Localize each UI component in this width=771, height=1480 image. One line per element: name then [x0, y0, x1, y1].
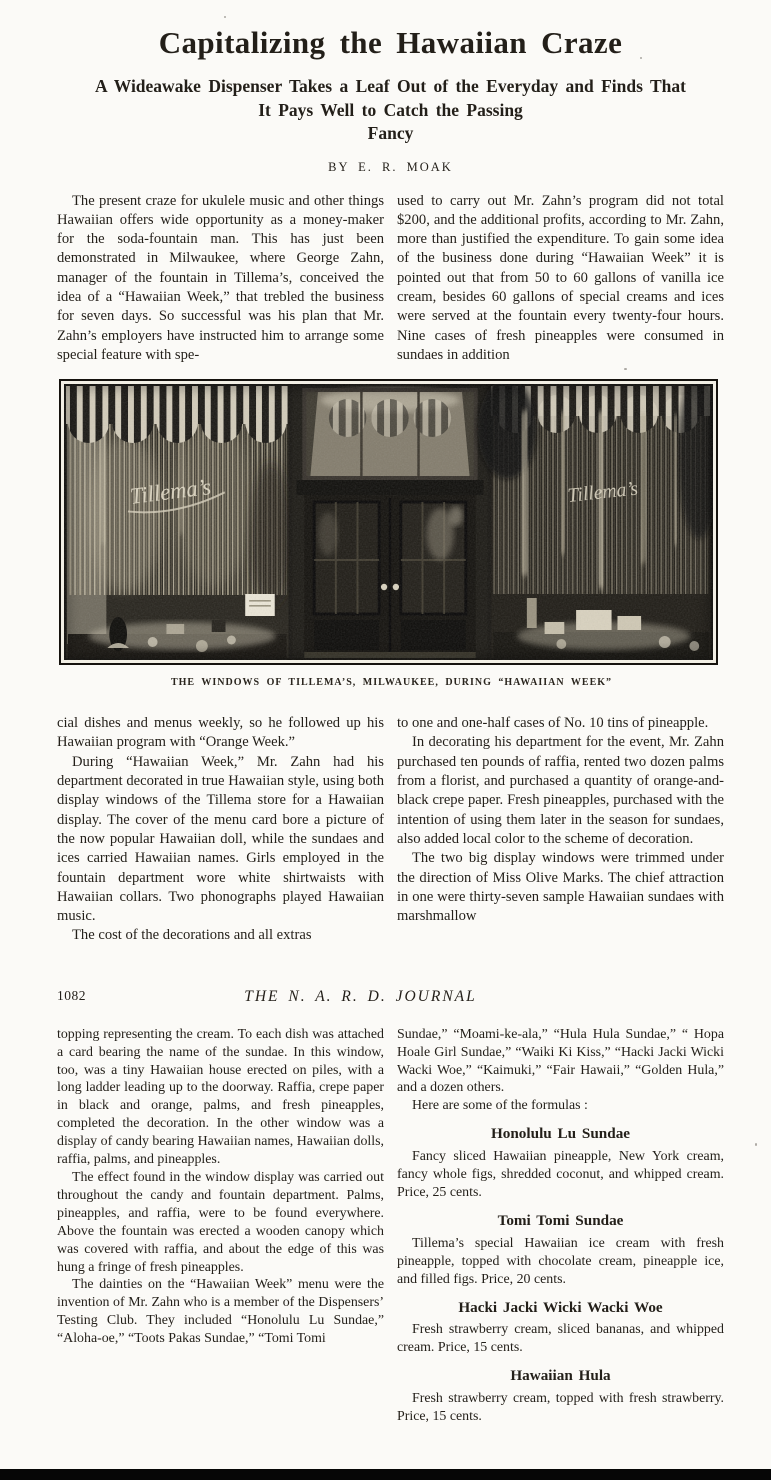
- formula-honolulu-lu-sundae: [397, 1125, 724, 1202]
- formula-hawaiian-hula: [397, 1367, 724, 1426]
- formula-description: Fresh strawberry cream, sliced bananas, and whipped cream. Price, 15 cents.: [397, 1322, 724, 1356]
- paragraph: topping representing the cream. To each dish was attached a card bearing the name of the sundae. In this window, too, was a tiny Hawaiian house erected on piles, with a long ladder leading up to the doorway. Raffia, crepe paper in black and orange, palms, and fresh pineapples, completed the decoration. In the other window was a display of candy bearing Hawaiian names, Hawaiian dolls, raffia, palms, and pineapples.: [57, 1026, 384, 1168]
- subtitle-line-2: It Pays Well to Catch the Passing: [258, 99, 523, 120]
- storefront-figure: [59, 379, 724, 688]
- scan-speck: [224, 16, 226, 18]
- journal-page-number: 1082: [57, 987, 86, 1003]
- subtitle-line-1: A Wideawake Dispenser Takes a Leaf Out of the Everyday and Finds That: [95, 76, 686, 96]
- intro-right-column: [397, 192, 724, 366]
- middle-right-column: [397, 714, 724, 946]
- paragraph: The two big display windows were trimmed under the direction of Miss Olive Marks. The chief attraction in one were thirty-seven sample Hawaiian sundaes with marshmallow: [397, 850, 724, 925]
- paragraph: Sundae,” “Moami-ke-ala,” “Hula Hula Sundae,” “ Hopa Hoale Girl Sundae,” “Waiki Ki Kiss,” “Hacki Jacki Wicki Wacki Woe,” “Kaimuki,” “Fair Hawaii,” “Golden Hula,” and a dozen others.: [397, 1026, 724, 1096]
- article-title: Capitalizing the Hawaiian Craze: [158, 25, 623, 60]
- paragraph: The effect found in the window display was carried out throughout the candy and fountain department. Palms, pineapples, and raffia, were to be found everywhere. Above the fountain was erected a wooden canopy which was covered with raffia, and about the edge of this was hung a fringe of fresh pineapples.: [57, 1169, 384, 1275]
- storefront-photo: [64, 384, 713, 660]
- bottom-left-column: [57, 1026, 384, 1426]
- middle-left-column: [57, 714, 384, 946]
- paragraph: The dainties on the “Hawaiian Week” menu were the invention of Mr. Zahn who is a member of the Dispensers’ Testing Club. They included “Honolulu Lu Sundae,” “Aloha-oe,” “Toots Pakas Sundae,” “Tomi Tomi: [57, 1277, 384, 1347]
- paragraph: In decorating his department for the event, Mr. Zahn purchased ten pounds of raffia, rented two dozen palms from a florist, and purchased a quantity of orange-and-black crepe paper. Fresh pineapples, purchased with the intention of using them later in the season for sundaes, also added local color to the scheme of decoration.: [397, 734, 724, 847]
- article-subtitle: [67, 75, 714, 146]
- intro-columns: [57, 192, 724, 366]
- scan-edge-bar: [0, 1469, 771, 1480]
- journal-running-header: [57, 988, 724, 1008]
- formula-heading: Hawaiian Hula: [510, 1367, 611, 1385]
- byline: BY E. R. MOAK: [328, 159, 453, 174]
- scan-speck: [755, 1143, 757, 1146]
- photo-caption: THE WINDOWS OF TILLEMA’S, MILWAUKEE, DURING “HAWAIIAN WEEK”: [170, 677, 613, 689]
- paragraph: used to carry out Mr. Zahn’s program did not total $200, and the additional profits, according to Mr. Zahn, more than justified the expenditure. To gain some idea of the business done during “Hawaiian Week” it is pointed out that from 50 to 60 gallons of vanilla ice cream, besides 60 gallons of special creams and ices were served at the fountain every twenty-four hours. Nine cases of fresh pineapples were consumed in sundaes in addition: [397, 192, 724, 363]
- formula-hacki-jacki-wicki-wacki-woe: [397, 1299, 724, 1358]
- photo-frame: [59, 379, 718, 665]
- scan-speck: [640, 57, 642, 59]
- formula-heading: Tomi Tomi Sundae: [497, 1211, 624, 1229]
- subtitle-line-3: Fancy: [367, 123, 414, 143]
- formula-description: Tillema’s special Hawaiian ice cream with fresh pineapple, topped with chocolate cream, pineapple ice, and filled figs. Price, 20 cents.: [397, 1235, 724, 1287]
- formula-heading: Hacki Jacki Wicki Wacki Woe: [458, 1298, 663, 1316]
- formula-tomi-tomi-sundae: [397, 1212, 724, 1289]
- scan-speck: [624, 368, 627, 370]
- bottom-columns: [57, 1026, 724, 1426]
- journal-title: THE N. A. R. D. JOURNAL: [244, 987, 477, 1005]
- paragraph: The cost of the decorations and all extras: [72, 927, 312, 944]
- formula-heading: Honolulu Lu Sundae: [490, 1125, 631, 1143]
- paragraph: to one and one-half cases of No. 10 tins of pineapple.: [397, 715, 709, 732]
- formula-description: Fancy sliced Hawaiian pineapple, New York cream, fancy whole figs, shredded coconut, and whipped cream. Price, 25 cents.: [397, 1149, 724, 1200]
- paragraph: The present craze for ukulele music and other things Hawaiian offers wide opportunity as a money-maker for the soda-fountain man. This has just been demonstrated in Milwaukee, where George Zahn, manager of the fountain in Tillema’s, conceived the idea of a “Hawaiian Week,” that trebled the business for seven days. So successful was his plan that Mr. Zahn’s employers have instructed him to arrange some special feature with spe-: [57, 192, 384, 363]
- paragraph: cial dishes and menus weekly, so he followed up his Hawaiian program with “Orange Week.”: [57, 715, 384, 751]
- middle-columns: [57, 714, 724, 946]
- formula-description: Fresh strawberry cream, topped with fresh strawberry. Price, 15 cents.: [397, 1391, 724, 1425]
- window-sign-script: Tillema’s: [566, 477, 640, 508]
- paragraph: During “Hawaiian Week,” Mr. Zahn had his department decorated in true Hawaiian style, using both display windows of the Tillema store for a Hawaiian display. The cover of the menu card bore a picture of the now popular Hawaiian doll, while the sundaes and ices carried Hawaiian names. Girls employed in the fountain department wore white shirtwaists with Hawaiian collars. Two phonographs played Hawaiian music.: [57, 753, 384, 925]
- bottom-right-column: [397, 1026, 724, 1426]
- intro-left-column: [57, 192, 384, 366]
- paragraph: Here are some of the formulas :: [412, 1098, 588, 1114]
- window-sign-script: Tillema’s: [128, 474, 213, 510]
